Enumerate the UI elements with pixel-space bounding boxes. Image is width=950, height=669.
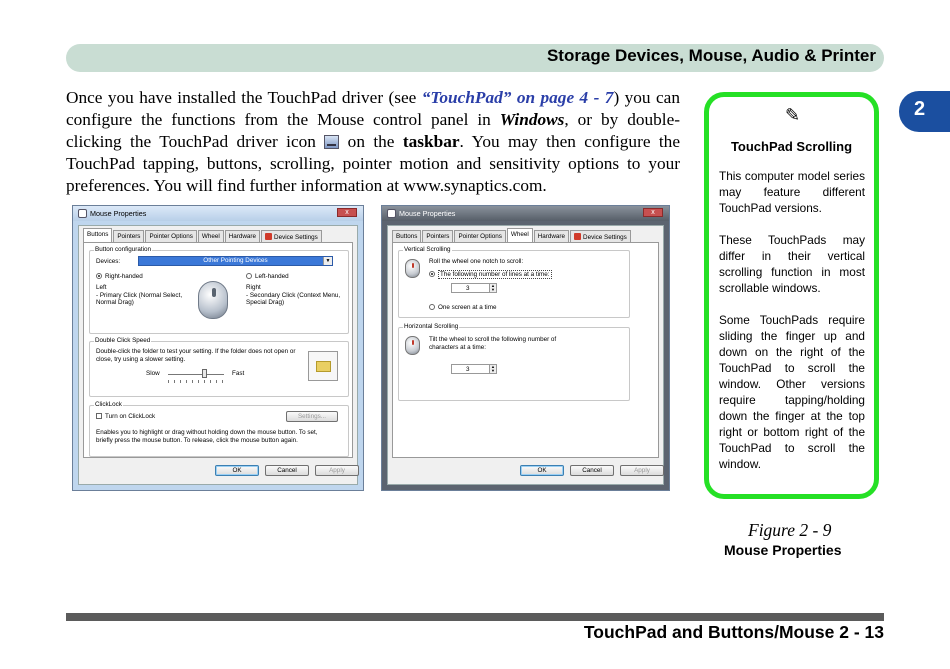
devices-value: Other Pointing Devices (203, 257, 268, 264)
para-text: ) you can configure the functions from the Mouse control panel in (66, 88, 680, 129)
windows-term: Windows (499, 110, 565, 129)
scroll-wheel-icon (405, 259, 420, 278)
tab-panel (392, 242, 659, 458)
tab-label: Device Settings (274, 234, 318, 241)
double-click-slider-track (168, 374, 224, 375)
note-box (704, 92, 879, 499)
chapter-tab (899, 91, 950, 132)
tab-pointers[interactable]: Pointers (113, 230, 144, 242)
test-folder[interactable] (308, 351, 338, 381)
slow-label: Slow (146, 370, 160, 377)
double-click-speed-group (89, 337, 349, 397)
group-label: Horizontal Scrolling (404, 323, 459, 330)
group-label: Double Click Speed (95, 337, 151, 344)
cancel-button[interactable]: Cancel (570, 465, 614, 476)
clicklock-checkbox[interactable] (96, 413, 155, 420)
mouse-icon (387, 209, 396, 218)
tilt-wheel-icon (405, 336, 420, 355)
para-text: , or by double-clicking the TouchPad driver icon (66, 110, 680, 151)
dialog-titlebar (73, 206, 363, 221)
apply-button[interactable]: Apply (620, 465, 664, 476)
mouse-illustration (198, 281, 228, 319)
close-icon[interactable]: x (337, 208, 357, 217)
vertical-scroll-description: Roll the wheel one notch to scroll: (429, 258, 524, 265)
mouse-icon (78, 209, 87, 218)
lines-spinner[interactable] (451, 283, 497, 293)
vertical-scrolling-group (398, 246, 630, 318)
left-handed-radio[interactable] (246, 273, 289, 280)
characters-spinner[interactable] (451, 364, 497, 374)
tab-buttons[interactable]: Buttons (83, 228, 112, 242)
chevron-down-icon: ▼ (323, 257, 332, 265)
spinner-arrows-icon[interactable]: ▲ ▼ (489, 365, 496, 373)
devices-dropdown[interactable] (138, 256, 333, 266)
dialog-titlebar (382, 206, 669, 221)
cancel-button[interactable]: Cancel (265, 465, 309, 476)
note-paragraph: These TouchPads may differ in their vertical scrolling function in most scrollable windows. (719, 233, 865, 295)
tab-wheel[interactable]: Wheel (507, 228, 533, 242)
footer-rule (66, 613, 884, 621)
note-paragraph: Some TouchPads require sliding the finger up and down on the right of the TouchPad to scroll the window. Other versions require tapping/holding down the finger at the top right or bottom right of the TouchPad to scroll the window. (719, 313, 865, 471)
horizontal-scrolling-group (398, 323, 630, 401)
fast-label: Fast (232, 370, 245, 377)
touchpad-driver-icon (324, 135, 339, 149)
clicklock-description: Enables you to highlight or drag without holding down the mouse button. To set, briefly press the mouse button. To release, click the mouse button again. (96, 429, 318, 444)
pencil-icon: ✎ (785, 105, 801, 126)
slider-ticks (168, 380, 226, 383)
tab-pointer-options[interactable]: Pointer Options (145, 230, 196, 242)
tab-pointers[interactable]: Pointers (422, 230, 453, 242)
figure-number: Figure 2 - 9 (748, 520, 832, 540)
tab-buttons[interactable]: Buttons (392, 230, 421, 242)
clicklock-group (89, 401, 349, 457)
characters-value: 3 (466, 366, 470, 373)
lines-at-a-time-radio[interactable] (429, 271, 552, 278)
group-label: ClickLock (95, 401, 122, 408)
header-title: Storage Devices, Mouse, Audio & Printer (546, 46, 876, 65)
one-screen-radio[interactable] (429, 304, 496, 311)
note-title: TouchPad Scrolling (730, 139, 853, 154)
checkbox-box (96, 413, 102, 419)
tab-hardware[interactable]: Hardware (225, 230, 260, 242)
note-paragraph: This computer model series may feature different TouchPad versions. (719, 169, 865, 215)
radio-label: Right-handed (105, 273, 143, 280)
footer-text: TouchPad and Buttons/Mouse 2 - 13 (583, 622, 884, 642)
dialog-body (387, 225, 664, 485)
chapter-number: 2 (914, 98, 926, 120)
left-button-description: Left - Primary Click (Normal Select, Normal Drag) (96, 284, 183, 306)
synaptics-icon (574, 233, 581, 240)
radio-unselected (246, 273, 252, 279)
devices-label: Devices: (96, 258, 121, 265)
tab-panel (83, 242, 353, 458)
para-text: on the (339, 132, 403, 151)
right-handed-radio[interactable] (96, 273, 143, 280)
radio-selected (429, 271, 435, 277)
folder-icon (316, 361, 331, 372)
mouse-properties-dialog-wheel (381, 205, 670, 491)
dialog-body (78, 225, 358, 485)
window-controls (336, 208, 357, 218)
window-controls (642, 208, 663, 218)
radio-selected (96, 273, 102, 279)
clicklock-settings-button[interactable]: Settings... (286, 411, 338, 422)
tab-hardware[interactable]: Hardware (534, 230, 569, 242)
tab-label: Device Settings (583, 234, 627, 241)
page-reference-link[interactable]: “TouchPad” on page 4 - 7 (421, 88, 614, 107)
header-bar (66, 44, 884, 72)
synaptics-icon (265, 233, 272, 240)
tab-strip (392, 230, 632, 242)
spinner-arrows-icon[interactable]: ▲ ▼ (489, 284, 496, 292)
button-configuration-group (89, 246, 349, 334)
body-paragraph (66, 87, 680, 197)
close-icon[interactable]: x (643, 208, 663, 217)
group-label: Button configuration (95, 246, 152, 253)
mouse-wheel (212, 288, 216, 297)
radio-label: The following number of lines at a time: (440, 271, 550, 278)
lines-value: 3 (466, 285, 470, 292)
ok-button[interactable]: OK (520, 465, 564, 476)
tab-wheel[interactable]: Wheel (198, 230, 224, 242)
horizontal-scroll-description: Tilt the wheel to scroll the following number of characters at a time: (429, 336, 557, 351)
checkbox-label: Turn on ClickLock (105, 413, 156, 420)
group-label: Vertical Scrolling (404, 246, 451, 253)
dialog-title: Mouse Properties (90, 209, 147, 218)
tab-device-settings[interactable] (570, 230, 631, 242)
radio-label: One screen at a time (438, 304, 497, 311)
radio-label: Left-handed (255, 273, 289, 280)
tab-device-settings[interactable] (261, 230, 322, 242)
taskbar-term: taskbar (402, 132, 460, 151)
para-text: Once you have installed the TouchPad driver (see (66, 88, 422, 107)
double-click-description: Double-click the folder to test your setting. If the folder does not open or close, try using a slower setting. (96, 348, 296, 363)
dialog-title: Mouse Properties (399, 209, 456, 218)
radio-unselected (429, 304, 435, 310)
mouse-properties-dialog-buttons (72, 205, 364, 491)
figure-caption: Mouse Properties (724, 542, 842, 558)
tab-pointer-options[interactable]: Pointer Options (454, 230, 505, 242)
para-text: . You may then configure the TouchPad tapping, buttons, scrolling, pointer motion and sensitivity options to your preferences. You will find further information at www.synaptics.com. (66, 132, 680, 195)
double-click-slider-thumb[interactable] (202, 369, 207, 378)
right-button-description: Right - Secondary Click (Context Menu, Special Drag) (246, 284, 341, 306)
ok-button[interactable]: OK (215, 465, 259, 476)
tab-strip (83, 230, 323, 242)
apply-button[interactable]: Apply (315, 465, 359, 476)
